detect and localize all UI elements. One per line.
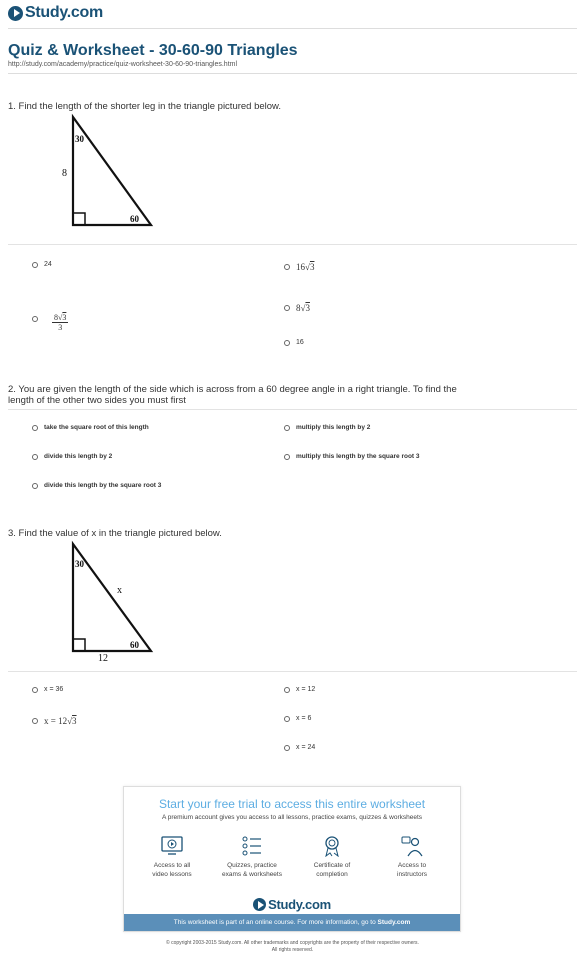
promo-footer-link[interactable]: Study.com: [377, 919, 411, 926]
q2-option-square-root[interactable]: take the square root of this length: [32, 424, 149, 431]
certificate-icon: [320, 835, 344, 857]
q1-option-16-root-3[interactable]: 16√3: [284, 262, 314, 272]
q2-option-divide-root-3[interactable]: divide this length by the square root 3: [32, 482, 161, 489]
question-3-triangle-figure: [58, 539, 158, 663]
radio-button[interactable]: [284, 264, 290, 270]
feature-quizzes: Quizzes, practice exams & worksheets: [212, 835, 292, 879]
radio-button[interactable]: [32, 483, 38, 489]
radio-button[interactable]: [284, 305, 290, 311]
promo-headline[interactable]: Start your free trial to access this entire worksheet: [158, 797, 426, 811]
q1-option-8-root-3[interactable]: 8√3: [284, 303, 310, 313]
logo-text: Study.com: [25, 4, 103, 21]
radio-button[interactable]: [284, 340, 290, 346]
radio-button[interactable]: [32, 687, 38, 693]
play-logo-icon: [253, 898, 266, 911]
q3-option-x-12[interactable]: x = 12: [284, 686, 315, 693]
radio-button[interactable]: [32, 316, 38, 322]
q3-option-x-12-root-3[interactable]: x = 12√3: [32, 716, 77, 726]
promo-study-logo[interactable]: Study.com: [124, 897, 460, 912]
question-1-triangle-figure: [58, 112, 158, 230]
question-2-text: 2. You are given the length of the side which is across from a 60 degree angle in a right triangle. To find the length of the other two sides you must first: [8, 384, 457, 406]
q2-option-multiply-root-3[interactable]: multiply this length by the square root 3: [284, 453, 420, 460]
q1-side-8-label: 8: [62, 168, 67, 179]
question-1-divider: [8, 244, 577, 245]
header-divider: [8, 28, 577, 29]
radio-button[interactable]: [284, 716, 290, 722]
checklist-icon: [240, 835, 264, 857]
study-logo[interactable]: [8, 4, 103, 22]
q1-angle-60-label: 60: [130, 214, 139, 224]
free-trial-promo: [123, 786, 461, 932]
radio-button[interactable]: [284, 745, 290, 751]
title-divider: [8, 73, 577, 74]
q3-option-x-6[interactable]: x = 6: [284, 715, 311, 722]
video-lesson-icon: [160, 835, 184, 857]
copyright-notice: © copyright 2003-2015 Study.com. All other trademarks and copyrights are the property of their respective owners. All rights reserved.: [166, 940, 419, 953]
q3-angle-60-label: 60: [130, 640, 139, 650]
question-2-divider: [8, 409, 577, 410]
radio-button[interactable]: [32, 454, 38, 460]
radio-button[interactable]: [32, 262, 38, 268]
q1-option-8-root-3-over-3[interactable]: $\frac{8√3}{3}$: [32, 305, 68, 332]
page-title: Quiz & Worksheet - 30-60-90 Triangles: [8, 42, 298, 59]
q2-option-divide-2[interactable]: divide this length by 2: [32, 453, 112, 460]
q3-angle-30-label: 30: [75, 559, 84, 569]
q3-side-12-label: 12: [98, 653, 108, 663]
question-3-divider: [8, 671, 577, 672]
promo-footer-bar: This worksheet is part of an online course. For more information, go to Study.com: [124, 914, 460, 931]
q3-option-x-36[interactable]: x = 36: [32, 686, 63, 693]
question-1-text: 1. Find the length of the shorter leg in the triangle pictured below.: [8, 101, 282, 112]
q3-side-x-label: x: [117, 585, 122, 596]
page-url[interactable]: http://study.com/academy/practice/quiz-worksheet-30-60-90-triangles.html: [8, 61, 238, 68]
radio-button[interactable]: [284, 454, 290, 460]
instructor-icon: [400, 835, 424, 857]
radio-button[interactable]: [284, 687, 290, 693]
radio-button[interactable]: [32, 718, 38, 724]
question-3-text: 3. Find the value of x in the triangle pictured below.: [8, 528, 222, 539]
feature-video-lessons: Access to all video lessons: [132, 835, 212, 879]
q1-angle-30-label: 30: [75, 134, 84, 144]
q1-option-16[interactable]: 16: [284, 339, 304, 346]
feature-certificate: Certificate of completion: [292, 835, 372, 879]
play-logo-icon: [8, 6, 23, 21]
q3-option-x-24[interactable]: x = 24: [284, 744, 315, 751]
radio-button[interactable]: [32, 425, 38, 431]
promo-subtext: A premium account gives you access to all lessons, practice exams, quizzes & worksheets: [161, 814, 423, 821]
q1-option-24[interactable]: 24: [32, 261, 52, 268]
radio-button[interactable]: [284, 425, 290, 431]
feature-instructors: Access to instructors: [372, 835, 452, 879]
q2-option-multiply-2[interactable]: multiply this length by 2: [284, 424, 370, 431]
